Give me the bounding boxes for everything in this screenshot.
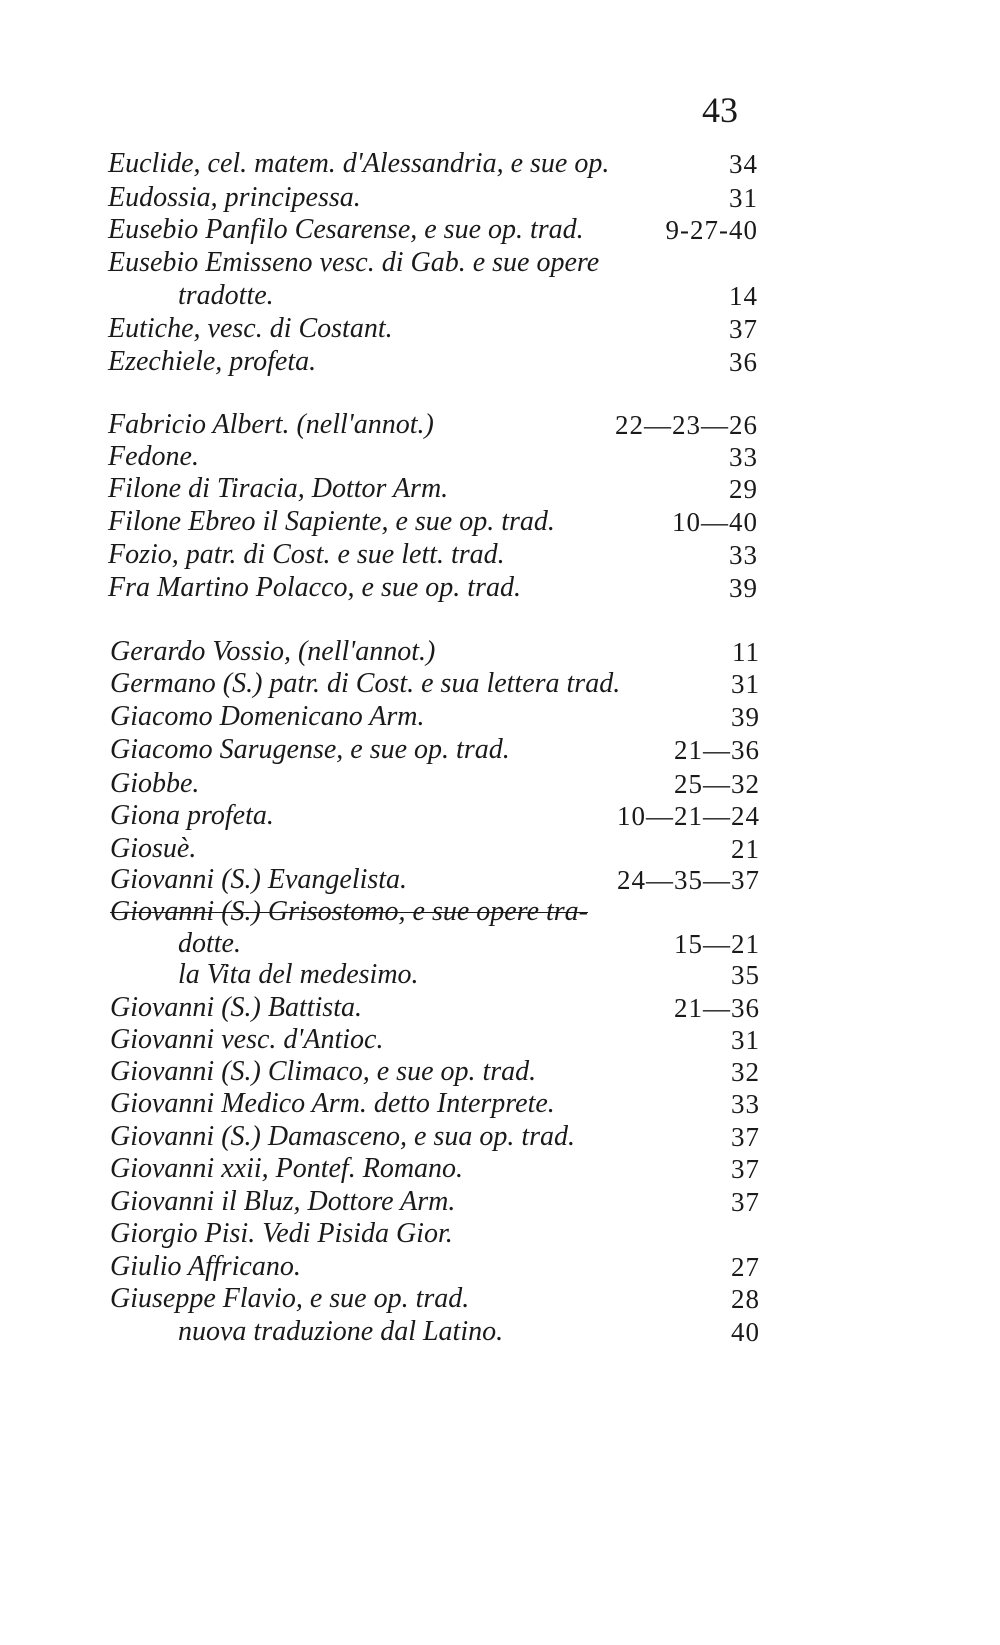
index-entry [108,313,758,345]
index-entry [110,1218,630,1250]
entry-pages: 10—40 [672,507,758,537]
entry-pages: 25—32 [674,769,760,799]
index-entry [110,1056,760,1088]
entry-pages: 37 [729,314,758,344]
entry-text: Filone di Tiracia, Dottor Arm. [108,473,449,504]
entry-text: Giulio Affricano. [110,1251,301,1282]
entry-pages: 32 [731,1057,760,1087]
index-entry [108,247,668,279]
index-entry [110,734,760,766]
entry-text: Giosuè. [110,833,197,864]
entry-text: Fabricio Albert. (nell'annot.) [108,409,434,440]
entry-text: Eusebio Emisseno vesc. di Gab. e sue opere [108,247,600,278]
entry-pages: 24—35—37 [617,865,760,895]
entry-text: Giobbe. [110,768,200,799]
index-entry [108,506,758,538]
entry-text: Giovanni (S.) Climaco, e sue op. trad. [110,1056,537,1087]
entry-pages: 28 [731,1284,760,1314]
entry-text: Giovanni (S.) Evangelista. [110,864,408,895]
entry-pages: 39 [731,702,760,732]
entry-text: Giovanni vesc. d'Antioc. [110,1024,384,1055]
index-entry [110,800,760,832]
entry-pages: 21—36 [674,735,760,765]
index-entry [110,1186,760,1218]
index-entry [178,280,758,312]
entry-text: Eusebio Panfilo Cesarense, e sue op. trad. [108,214,584,245]
entry-pages: 37 [731,1187,760,1217]
entry-text: tradotte. [178,280,274,311]
index-entry [108,539,758,571]
entry-text: Eudossia, principessa. [108,182,361,213]
index-entry [110,992,760,1024]
index-entry [110,636,760,668]
entry-text: Giacomo Sarugense, e sue op. trad. [110,734,510,765]
index-entry [110,833,760,865]
index-entry [110,896,690,928]
index-entry [178,1316,760,1348]
entry-pages: 31 [729,183,758,213]
index-entry [110,1121,760,1153]
entry-pages: 33 [731,1089,760,1119]
entry-text: Giorgio Pisi. Vedi Pisida Gior. [110,1218,453,1249]
entry-pages: 11 [732,637,760,667]
entry-text: Fra Martino Polacco, e sue op. trad. [108,572,521,603]
entry-text: dotte. [178,928,241,959]
entry-text: Eutiche, vesc. di Costant. [108,313,393,344]
entry-text: Ezechiele, profeta. [108,346,317,377]
entry-pages: 21 [731,834,760,864]
entry-pages: 36 [729,347,758,377]
entry-text: Euclide, cel. matem. d'Alessandria, e sue op. [108,148,610,179]
index-entry [108,473,758,505]
entry-text: Giovanni (S.) Battista. [110,992,362,1023]
index-entry [110,864,760,896]
index-entry [108,346,758,378]
entry-pages: 34 [729,149,758,179]
entry-text: Gerardo Vossio, (nell'annot.) [110,636,436,667]
entry-pages: 33 [729,540,758,570]
page-number: 43 [702,90,738,130]
entry-text: Giuseppe Flavio, e sue op. trad. [110,1283,470,1314]
entry-pages: 31 [731,1025,760,1055]
index-entry [108,214,758,246]
entry-text: Giovanni il Bluz, Dottore Arm. [110,1186,456,1217]
entry-text: Germano (S.) patr. di Cost. e sua lettera trad. [110,668,621,699]
entry-pages: 40 [731,1317,760,1347]
entry-pages: 27 [731,1252,760,1282]
entry-text: Filone Ebreo il Sapiente, e sue op. trad. [108,506,555,537]
entry-pages: 37 [731,1154,760,1184]
index-entry [110,1283,760,1315]
entry-pages: 29 [729,474,758,504]
entry-text: Giovanni xxii, Pontef. Romano. [110,1153,464,1184]
index-entry [110,1251,760,1283]
entry-pages: 10—21—24 [617,801,760,831]
entry-pages: 14 [729,281,758,311]
entry-text: Giovanni (S.) Damasceno, e sua op. trad. [110,1121,576,1152]
entry-pages: 31 [731,669,760,699]
entry-pages: 39 [729,573,758,603]
index-entry [178,928,760,960]
index-entry [110,1153,760,1185]
entry-pages: 9-27-40 [665,215,758,245]
entry-text: la Vita del medesimo. [178,959,419,990]
entry-text: Giovanni Medico Arm. detto Interprete. [110,1088,555,1119]
entry-pages: 37 [731,1122,760,1152]
index-entry [110,668,760,700]
index-entry [178,959,760,991]
entry-pages: 33 [729,442,758,472]
index-entry [108,182,758,214]
entry-pages: 21—36 [674,993,760,1023]
entry-text: Fedone. [108,441,199,472]
entry-text: Fozio, patr. di Cost. e sue lett. trad. [108,539,505,570]
entry-pages: 22—23—26 [615,410,758,440]
entry-text: Giacomo Domenicano Arm. [110,701,425,732]
index-entry [108,572,758,604]
entry-pages: 35 [731,960,760,990]
index-entry [110,1088,760,1120]
entry-text: nuova traduzione dal Latino. [178,1316,504,1347]
entry-text: Giona profeta. [110,800,274,831]
entry-pages: 15—21 [674,929,760,959]
index-entry [110,701,760,733]
index-entry [108,409,758,441]
entry-text: Giovanni (S.) Grisostomo, e sue opere tra- [110,896,589,927]
index-entry [110,768,760,800]
index-entry [108,148,758,180]
index-entry [108,441,758,473]
index-entry [110,1024,760,1056]
